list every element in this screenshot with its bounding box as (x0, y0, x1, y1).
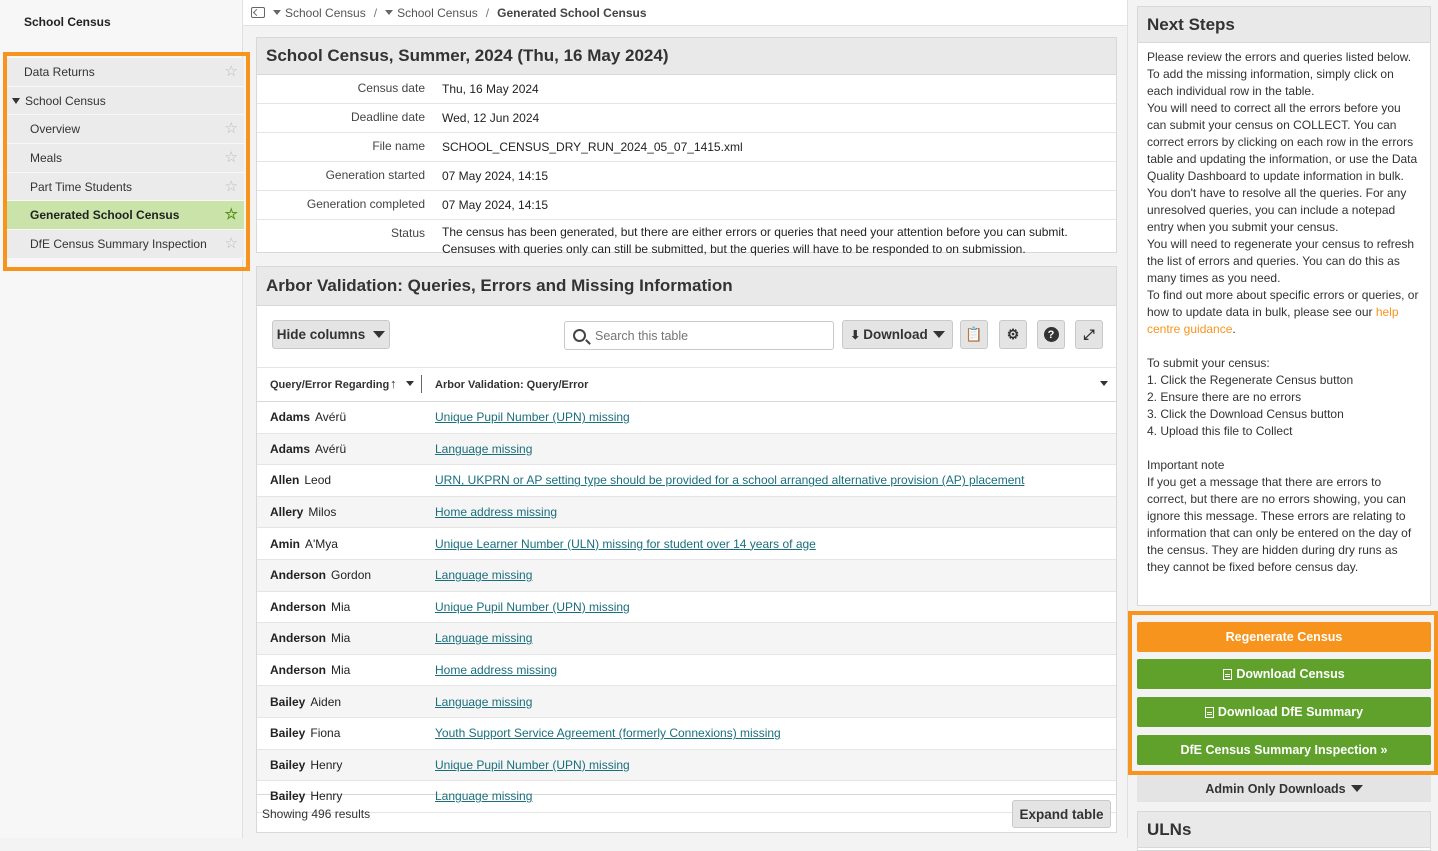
panel-title: ULNs (1138, 812, 1430, 848)
table-row[interactable] (257, 560, 1116, 592)
download-census-label: Download Census (1236, 667, 1345, 681)
document-icon (1205, 707, 1214, 718)
sidebar-nav (7, 58, 244, 259)
expand-table-button[interactable]: Expand table (1012, 800, 1111, 828)
pupil-first-name: Mia (331, 599, 351, 614)
pupil-last-name: Anderson (270, 568, 327, 583)
info-label: Deadline date (350, 110, 425, 124)
pupil-name-cell (257, 568, 435, 582)
download-dfe-summary-button[interactable] (1137, 697, 1431, 727)
pupil-last-name: Allen (270, 473, 300, 488)
search-input[interactable] (595, 329, 815, 343)
next-steps-text: Please review the errors and queries listed below. To add the missing information, simply click on each individual row in the table. (1147, 50, 1412, 98)
breadcrumb-separator: / (373, 5, 378, 20)
pupil-last-name: Allery (270, 505, 304, 520)
admin-only-downloads-button[interactable] (1137, 775, 1431, 802)
regenerate-census-button[interactable]: Regenerate Census (1137, 622, 1431, 652)
pupil-last-name: Amin (270, 536, 300, 551)
table-row[interactable] (257, 623, 1116, 655)
census-summary-panel (256, 37, 1117, 256)
clipboard-icon[interactable]: 📋 (960, 320, 988, 349)
table-row[interactable] (257, 402, 1116, 434)
pupil-name-cell (257, 410, 435, 424)
chevron-down-icon[interactable] (1100, 381, 1108, 386)
info-label: Status (390, 226, 425, 240)
sidebar-item-label: Part Time Students (30, 179, 133, 194)
pupil-last-name: Anderson (270, 631, 327, 646)
info-value (434, 220, 1116, 263)
admin-downloads-label: Admin Only Downloads (1205, 781, 1346, 796)
error-link[interactable]: Language missing (435, 568, 533, 583)
next-steps-text: To find out more about specific errors or queries, or how to update data in bulk, please see our (1147, 288, 1419, 319)
sidebar-item-label: DfE Census Summary Inspection (30, 236, 207, 251)
table-row[interactable] (257, 718, 1116, 750)
info-value: Wed, 12 Jun 2024 (442, 111, 540, 125)
download-label: Download (863, 327, 928, 342)
download-census-button[interactable] (1137, 659, 1431, 689)
pupil-first-name: Henry (310, 789, 343, 804)
pupil-name-cell (257, 537, 435, 551)
pupil-name-cell (257, 631, 435, 645)
info-row-status (257, 220, 1116, 263)
error-link[interactable]: Language missing (435, 441, 533, 456)
right-column (1127, 0, 1437, 838)
pupil-first-name: Avérü (315, 410, 347, 425)
sidebar-item[interactable] (7, 230, 244, 259)
spacer (1147, 440, 1421, 457)
uln-panel (1137, 811, 1431, 851)
table-row[interactable] (257, 750, 1116, 782)
pupil-last-name: Anderson (270, 663, 327, 678)
fullscreen-icon[interactable]: ⤢ (1075, 320, 1103, 349)
chevron-down-icon (1351, 785, 1363, 792)
sidebar-item-label: Data Returns (24, 64, 95, 79)
star-icon[interactable]: ☆ (224, 120, 238, 138)
submit-step: 3. Click the Download Census button (1147, 407, 1344, 421)
error-link[interactable]: Unique Learner Number (ULN) missing for student over 14 years of age (435, 536, 816, 551)
info-row-generation-started (257, 162, 1116, 191)
table-toolbar (257, 306, 1116, 368)
breadcrumb-separator: / (485, 5, 490, 20)
panel-title: Arbor Validation: Queries, Errors and Missing Information (257, 267, 1116, 306)
results-count: Showing 496 results (262, 807, 371, 821)
next-steps-text: You will need to correct all the errors before you can submit your census on COLLECT. You can correct errors by clicking on each row in the errors table and updating the information, or use the Data Quality Dashboard to update information in bulk. (1147, 101, 1418, 183)
table-row[interactable] (257, 686, 1116, 718)
pupil-name-cell (257, 505, 435, 519)
info-value: SCHOOL_CENSUS_DRY_RUN_2024_05_07_1415.xml (442, 140, 743, 154)
error-link[interactable]: Language missing (435, 694, 533, 709)
pupil-first-name: Mia (331, 631, 351, 646)
error-link[interactable]: URN, UKPRN or AP setting type should be provided for a school arranged alternative provision (AP) placement (435, 473, 1025, 488)
pupil-name-cell (257, 663, 435, 677)
column-divider[interactable] (421, 375, 422, 393)
sidebar-item[interactable] (7, 87, 244, 116)
validation-panel (256, 266, 1117, 833)
error-link[interactable]: Home address missing (435, 505, 558, 520)
submit-step: 4. Upload this file to Collect (1147, 424, 1293, 438)
breadcrumb (243, 0, 1127, 26)
pupil-name-cell (257, 695, 435, 709)
chevron-down-icon (933, 331, 945, 338)
sort-asc-icon[interactable]: ↑ (390, 376, 397, 391)
star-icon[interactable]: ☆ (224, 63, 238, 80)
pupil-name-cell (257, 473, 435, 487)
sidebar-item-label: Generated School Census (30, 208, 180, 223)
column-header-query[interactable]: Arbor Validation: Query/Error (435, 379, 589, 391)
download-button[interactable] (842, 320, 953, 349)
sidebar-item[interactable] (7, 173, 244, 202)
breadcrumb-current: Generated School Census (497, 5, 647, 20)
download-icon: ⬇ (850, 327, 861, 342)
star-icon[interactable]: ☆ (224, 235, 238, 253)
table-header (257, 368, 1116, 402)
error-link[interactable]: Language missing (435, 631, 533, 646)
caret-down-icon (12, 98, 20, 104)
column-header-regarding[interactable]: Query/Error Regarding (270, 379, 390, 391)
error-link[interactable]: Youth Support Service Agreement (formerly Connexions) missing (435, 726, 781, 741)
pupil-last-name: Adams (270, 410, 311, 425)
pupil-first-name: Henry (310, 757, 343, 772)
sidebar-item-label: School Census (25, 93, 106, 108)
next-steps-text: You will need to regenerate your census to refresh the list of errors and queries. You can do this as many times as you need. (1147, 237, 1415, 285)
info-label: Generation started (325, 168, 425, 182)
pupil-name-cell (257, 442, 435, 456)
table-row[interactable] (257, 528, 1116, 560)
table-row[interactable] (257, 592, 1116, 624)
info-row-generation-completed (257, 191, 1116, 220)
error-link[interactable]: Home address missing (435, 663, 558, 678)
pupil-last-name: Anderson (270, 599, 327, 614)
chevron-down-icon[interactable] (406, 381, 414, 386)
pupil-first-name: Milos (308, 505, 337, 520)
pupil-first-name: Leod (304, 473, 332, 488)
info-value: 07 May 2024, 14:15 (442, 169, 549, 183)
info-value: 07 May 2024, 14:15 (442, 198, 549, 212)
important-heading: Important note (1147, 458, 1225, 472)
error-link[interactable]: Unique Pupil Number (UPN) missing (435, 410, 630, 425)
important-text: If you get a message that there are errors to correct, but there are no errors showing, you can ignore this message. These errors are relating to information that can only be entered on the day of the census. They are hidden during dry runs as they cannot be fixed before census day. (1147, 475, 1412, 574)
status-text: Censuses with queries only can still be submitted, but the queries will have to be responded to on submission. (442, 242, 1026, 256)
error-link[interactable]: Unique Pupil Number (UPN) missing (435, 757, 630, 772)
next-steps-body (1138, 43, 1430, 582)
pupil-last-name: Bailey (270, 789, 306, 804)
error-link[interactable]: Language missing (435, 789, 533, 804)
pupil-name-cell (257, 600, 435, 614)
pupil-last-name: Adams (270, 441, 311, 456)
table-row[interactable] (257, 465, 1116, 497)
document-icon (1223, 669, 1232, 680)
table-footer (257, 795, 1116, 833)
app-title: School Census (24, 15, 111, 29)
submit-step: 2. Ensure there are no errors (1147, 390, 1302, 404)
gear-icon[interactable]: ⚙ (999, 320, 1027, 349)
sidebar-item[interactable] (7, 201, 244, 230)
sidebar-toggle-icon[interactable] (251, 7, 265, 18)
pupil-first-name: Mia (331, 663, 351, 678)
pupil-last-name: Bailey (270, 694, 306, 709)
pupil-name-cell (257, 758, 435, 772)
pupil-first-name: Aiden (310, 694, 342, 709)
search-icon (573, 329, 586, 342)
chevron-down-icon[interactable] (273, 10, 281, 15)
submit-step: 1. Click the Regenerate Census button (1147, 373, 1354, 387)
next-steps-text: You don't have to resolve all the queries. For any unresolved queries, you can include a notepad entry when you submit your census. (1147, 186, 1407, 234)
pupil-first-name: Fiona (310, 726, 341, 741)
info-label: Generation completed (306, 197, 425, 211)
info-label: File name (372, 139, 425, 153)
spacer (1147, 338, 1421, 355)
panel-title: Next Steps (1138, 7, 1430, 43)
pupil-first-name: Gordon (331, 568, 372, 583)
table-body (257, 402, 1116, 804)
pupil-first-name: Avérü (315, 441, 347, 456)
info-row-census-date (257, 75, 1116, 104)
error-link[interactable]: Unique Pupil Number (UPN) missing (435, 599, 630, 614)
breadcrumb-item[interactable]: School Census (397, 5, 478, 20)
help-centre-link[interactable]: help centre guidance (1147, 305, 1399, 336)
help-icon[interactable]: ? (1037, 320, 1065, 349)
table-row[interactable] (257, 655, 1116, 687)
info-row-file-name (257, 133, 1116, 162)
hide-columns-button[interactable] (272, 320, 390, 349)
search-field[interactable] (564, 321, 834, 350)
table-row[interactable] (257, 434, 1116, 466)
chevron-down-icon (373, 331, 385, 338)
panel-title: School Census, Summer, 2024 (Thu, 16 May 2024) (257, 38, 1116, 75)
sidebar-item[interactable] (7, 58, 244, 87)
pupil-last-name: Bailey (270, 757, 306, 772)
sidebar-item[interactable] (7, 144, 244, 173)
star-icon[interactable]: ☆ (224, 177, 238, 195)
star-icon[interactable]: ☆ (224, 206, 238, 224)
pupil-first-name: A'Mya (305, 536, 338, 551)
chevron-down-icon[interactable] (385, 10, 393, 15)
info-label: Census date (357, 81, 425, 95)
sidebar (0, 0, 243, 838)
sidebar-item[interactable] (7, 115, 244, 144)
pupil-last-name: Bailey (270, 726, 306, 741)
sidebar-item-label: Meals (30, 150, 63, 165)
pupil-name-cell (257, 726, 435, 740)
next-steps-text: . (1232, 322, 1236, 336)
submit-heading: To submit your census: (1147, 356, 1270, 370)
star-icon[interactable]: ☆ (224, 149, 238, 167)
next-steps-text (1147, 287, 1421, 338)
hide-columns-label: Hide columns (276, 327, 366, 342)
dfe-census-summary-inspection-button[interactable]: DfE Census Summary Inspection » (1137, 735, 1431, 765)
status-text: The census has been generated, but there are either errors or queries that need your attention before you can submit. (442, 225, 1068, 239)
next-steps-panel (1137, 6, 1431, 606)
breadcrumb-item[interactable]: School Census (285, 5, 366, 20)
sidebar-item-label: Overview (30, 122, 81, 137)
download-dfe-label: Download DfE Summary (1217, 705, 1364, 719)
info-row-deadline-date (257, 104, 1116, 133)
info-value: Thu, 16 May 2024 (442, 82, 539, 96)
table-row[interactable] (257, 497, 1116, 529)
